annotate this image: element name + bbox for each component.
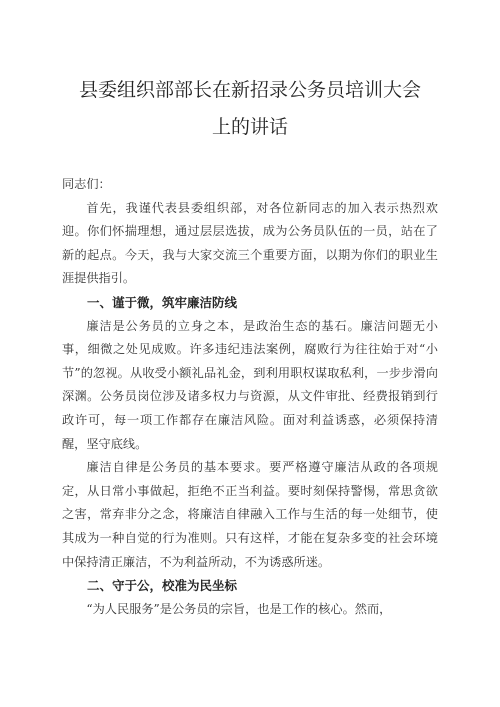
section-1-paragraph-2: 廉洁自律是公务员的基本要求。要严格遵守廉洁从政的各项规定，从日常小事做起，拒绝不正当利益。要时刻保持警惕，常思贪欲之害，常弃非分之念，将廉洁自律融入工作与生活的每一处细节，使其成为一种自觉的行为准则。只有这样，才能在复杂多变的社会环境中保持清正廉洁，不为利益所动，不为诱惑所迷。 [62, 460, 438, 569]
document-title [62, 0, 438, 146]
title-line-1: 县委组织部部长在新招录公务员培训大会 [78, 79, 421, 101]
title-line-2: 上的讲话 [211, 116, 288, 138]
section-1-paragraph-1: 廉洁是公务员的立身之本，是政治生态的基石。廉洁问题无小事，细微之处见成败。许多违纪违法案例，腐败行为往往始于对“小节”的忽视。从收受小额礼品礼金，到利用职权谋取私利，一步步滑向深渊。公务员岗位涉及诸多权力与资源，从文件审批、经费报销到行政许可，每一项工作都存在廉洁风险。面对利益诱惑，必须保持清醒，坚守底线。 [62, 318, 438, 451]
section-2-paragraph-1: “为人民服务”是公务员的宗旨，也是工作的核心。然而， [86, 601, 392, 616]
salutation: 同志们： [62, 177, 111, 191]
intro-paragraph: 首先，我谨代表县委组织部，对各位新同志的加入表示热烈欢迎。你们怀揣理想，通过层层选拔，成为公务员队伍的一员，站在了新的起点。今天，我与大家交流三个重要方面，以期为你们的职业生涯提供指引。 [62, 200, 438, 286]
section-2-heading: 二、守于公，校准为民坐标 [87, 578, 238, 594]
section-1-heading: 一、谨于微，筑牢廉洁防线 [87, 294, 238, 310]
document-body [62, 173, 438, 621]
